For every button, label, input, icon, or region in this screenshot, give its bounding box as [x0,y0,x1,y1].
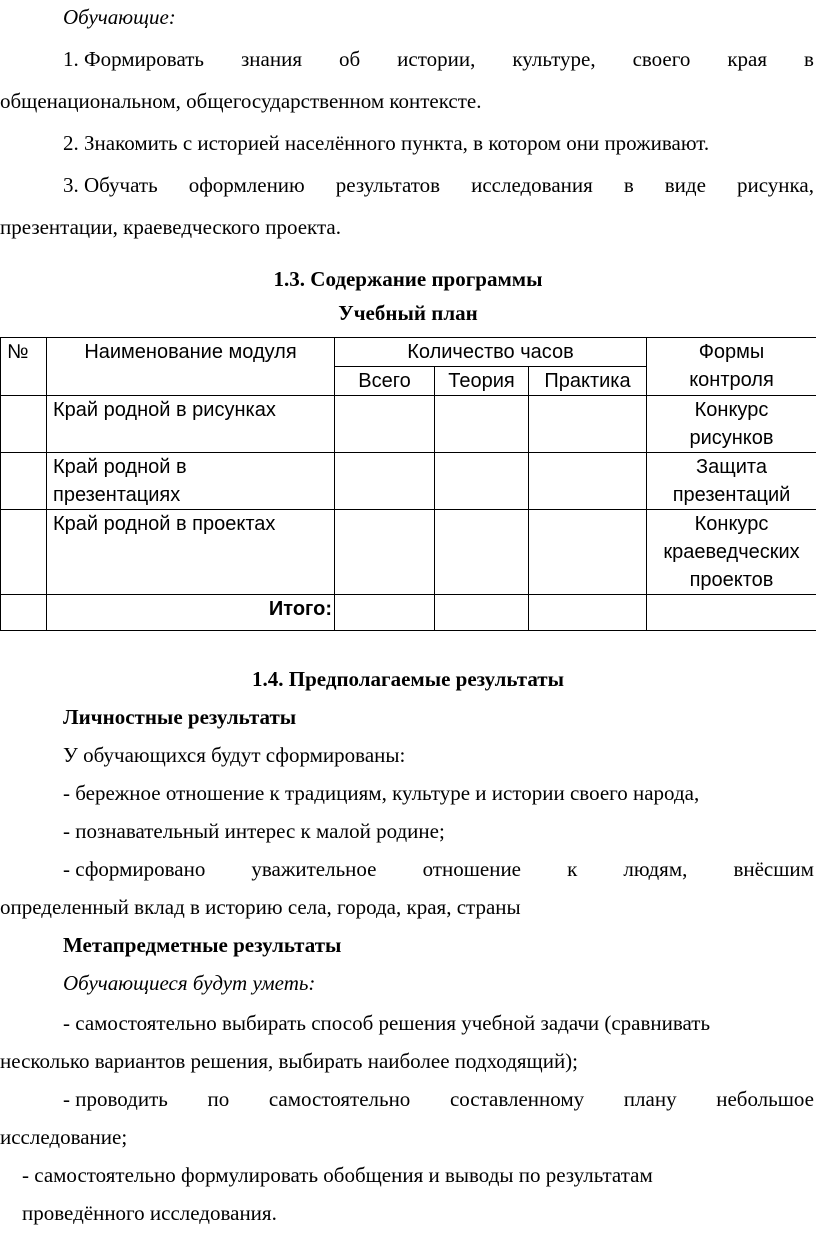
cell-theory [435,453,529,510]
cell-number [1,510,47,595]
cell-total [335,396,435,453]
cell-practice [529,396,647,453]
meta-2-word: плану [623,1087,677,1111]
meta-results-heading: Метапредметные результаты [63,933,342,957]
header-practice: Практика [529,367,647,396]
goal-item-1-continued: общенациональном, общегосударственном контексте. [0,89,482,113]
meta-item-1: - самостоятельно выбирать способ решения учебной задачи (сравнивать [63,1011,711,1035]
personal-3-word: отношение [422,857,522,881]
meta-2-word: - проводить [63,1087,168,1111]
curriculum-subtitle: Учебный план [338,301,478,325]
goal-1-word: культуре, [512,47,596,71]
header-theory: Теория [435,367,529,396]
cell-control [647,510,816,595]
cell-control-line: презентаций [672,484,791,506]
cell-theory [435,510,529,595]
cell-practice [529,510,647,595]
meta-item-2 [63,1086,814,1112]
goal-3-word: виде [664,173,706,197]
goal-1-word: края [727,47,768,71]
cell-control [647,396,816,453]
meta-2-word: самостоятельно [268,1087,411,1111]
goal-3-word: оформлению [188,173,305,197]
goal-item-3-continued: презентации, краеведческого проекта. [0,215,341,239]
cell-control [647,595,816,631]
section-1-4-title: 1.4. Предполагаемые результаты [252,667,564,691]
meta-intro: Обучающиеся будут уметь: [63,971,316,995]
meta-item-3: - самостоятельно формулировать обобщения и выводы по результатам [22,1163,653,1187]
curriculum-table [0,337,816,631]
goal-1-word: об [338,47,361,71]
personal-item-3-continued: определенный вклад в историю села, города, края, страны [0,895,521,919]
goal-1-word: знания [240,47,302,71]
meta-2-word: небольшое [716,1087,814,1111]
cell-total [335,453,435,510]
table-total-row [1,595,816,631]
goal-1-word: в [804,47,814,71]
goal-1-word: истории, [397,47,476,71]
personal-item-1: - бережное отношение к традициям, культуре и истории своего народа, [63,781,700,805]
cell-control-line: Конкурс [694,513,769,535]
cell-theory [435,595,529,631]
header-total: Всего [335,367,435,396]
goal-item-1 [63,46,814,72]
goal-1-word: 1. Формировать [63,47,204,71]
goal-item-2: 2. Знакомить с историей населённого пункта, в котором они проживают. [63,131,710,155]
personal-item-2: - познавательный интерес к малой родине; [63,819,445,843]
cell-total-label: Итого: [47,595,335,631]
cell-control-line: краеведческих [663,541,800,563]
cell-module-line: Край родной в [53,456,187,478]
table-row [1,510,816,595]
table-row [1,453,816,510]
cell-total [335,595,435,631]
goal-3-word: результатов [335,173,441,197]
cell-module: Край родной в рисунках [47,396,335,453]
cell-control-line: проектов [689,569,774,591]
cell-theory [435,396,529,453]
goal-3-word: исследования [471,173,593,197]
cell-control-line: рисунков [689,427,774,449]
personal-intro: У обучающихся будут сформированы: [63,743,406,767]
personal-3-word: уважительное [251,857,377,881]
meta-2-word: составленному [449,1087,585,1111]
cell-module [47,453,335,510]
header-module-name: Наименование модуля [47,338,335,396]
personal-3-word: - сформировано [63,857,206,881]
meta-item-1-continued: несколько вариантов решения, выбирать наиболее подходящий); [0,1049,579,1073]
meta-item-2-continued: исследование; [0,1125,128,1149]
goal-3-word: 3. Обучать [63,173,158,197]
meta-item-3-continued: проведённого исследования. [22,1201,277,1225]
cell-control-line: Защита [696,456,767,478]
goal-3-word: рисунка, [736,173,814,197]
cell-practice [529,453,647,510]
cell-module-line: презентациях [53,484,181,506]
header-hours: Количество часов [335,338,647,367]
goal-item-3 [63,172,814,198]
header-control-forms [647,338,816,396]
personal-item-3 [63,856,814,882]
cell-number [1,453,47,510]
cell-control-line: Конкурс [694,399,769,421]
personal-results-heading: Личностные результаты [63,705,297,729]
meta-2-word: по [207,1087,230,1111]
goal-1-word: своего [632,47,691,71]
cell-number [1,396,47,453]
cell-number [1,595,47,631]
cell-module: Край родной в проектах [47,510,335,595]
goals-heading: Обучающие: [63,5,176,29]
personal-3-word: внёсшим [733,857,814,881]
personal-3-word: к [567,857,578,881]
header-number: № [1,338,47,396]
cell-practice [529,595,647,631]
cell-total [335,510,435,595]
table-row [1,396,816,453]
cell-control [647,453,816,510]
goal-3-word: в [623,173,634,197]
personal-3-word: людям, [623,857,688,881]
header-control-line: контроля [689,369,774,391]
section-1-3-title: 1.3. Содержание программы [273,267,543,291]
header-control-line: Формы [698,341,765,363]
